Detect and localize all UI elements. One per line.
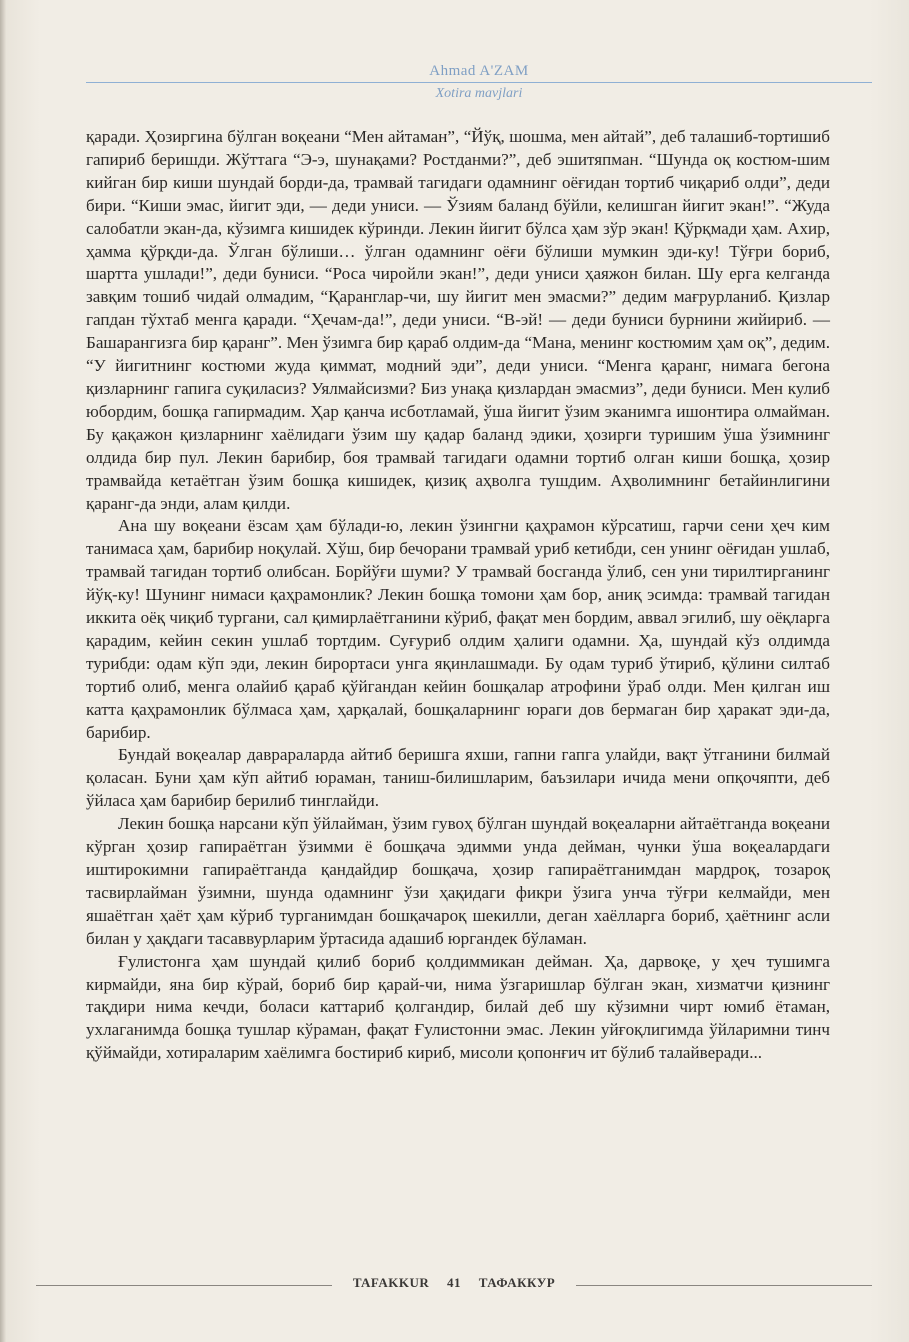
footer-labels	[332, 1275, 576, 1291]
footer-rule-left	[36, 1285, 332, 1286]
paragraph-2: Ана шу воқеани ёзсам ҳам бўлади-ю, лекин ўзингни қаҳрамон кўрсатиш, гарчи сени ҳеч ким танимаса ҳам, барибир ноқулай. Хўш, бир бечорани трамвай уриб кетибди, сен унинг оёғидан ушлаб, трамвай тагидан тортиб олибсан. Борйўғи шуми? У трамвай босганда ўлиб, сен уни тирилтирганинг йўқ-ку! Шунинг нимаси қаҳрамонлик? Лекин бошқа томони ҳам бор, аниқ эсимда: трамвай тагидан иккита оёқ чиқиб тургани, сал қимирлаётганини кўриб, фақат мен бордим, аввал эгилиб, шу оёқларга қарадим, кейин секин ушлаб тортдим. Суғуриб олдим ҳалиги одамни. Ҳа, шундай кўз олдимда турибди: одам кўп эди, лекин бирортаси унга яқинлашмади. Бу одам туриб ўтириб, қўлини силтаб тортиб олиб, менга олайиб қараб қўйгандан кейин бошқалар атрофини ўраб олди. Мен қилган иш катта қаҳрамонлик бўлмаса ҳам, ҳарқалай, бошқаларнинг юраги дов бермаган бир ҳаракат эди-да, барибир.	[86, 516, 830, 742]
header-rule	[86, 82, 872, 83]
paragraph-4: Лекин бошқа нарсани кўп ўйлайман, ўзим гувоҳ бўлган шундай воқеаларни айтаётганда воқеани кўрган ҳозир гапираётган ўзимми ё бошқача эдимми унда деймaн, чунки ўша воқеалардаги иштирокимни гапираётганда қандайдир бошқача, ҳозир гапираётганимдан мардроқ, тозароқ тасвирлайман ўзимни, шунда одамнинг ўзи ҳақидаги фикри ўзига унча тўғри келмайди, мен яшаётган ҳаёт ҳам кўриб турганимдан бошқачароқ шекилли, деган хаёлларга бориб, ҳаётнинг асли билан у ҳақдаги тасаввурларим ўртасида адашиб юргандек бўламан.	[86, 814, 830, 948]
page-number: 41	[447, 1275, 462, 1290]
header-author: Ahmad A'ZAM	[429, 63, 529, 79]
page-edge-shadow	[0, 0, 6, 1342]
header-series-title: Xotira mavjlari	[435, 86, 523, 101]
page-footer	[36, 1275, 872, 1295]
footer-magazine-latin: TAFAKKUR	[352, 1275, 430, 1290]
paragraph-3: Бундай воқеалар даврараларда айтиб беришга яхши, гапни гапга улайди, вақт ўтганини билмай қоласан. Буни ҳам кўп айтиб юраман, таниш-билишларим, баъзилари ичида мени опқочяпти, деб ўйласа ҳам барибир берилиб тинглайди.	[86, 745, 830, 811]
footer-rule-right	[576, 1285, 872, 1286]
paragraph-1: қаради. Ҳозиргина бўлган воқеани “Мен айтаман”, “Йўқ, шошма, мен айтай”, деб талашиб-тортишиб гапириб беришди. Жўттага “Э-э, шунақами? Ростданми?”, деб эшитяпман. “Шунда оқ костюм-шим кийган бир киши шундай борди-да, трамвай тагидаги одамнинг оёғидан тортиб чиқариб олди”, деди бири. “Киши эмас, йигит эди, — деди униси. — Ўзиям баланд бўйли, келишган йигит экан!”. “Жуда салобатли экан-да, кўзимга кишидек кўринди. Лекин йигит бўлса ҳам зўр экан! Қўрқмади ҳам. Ахир, ҳамма қўрқди-да. Ўлган бўлиши… ўлган одамнинг оёғи бўлиши мумкин эди-ку! Тўғри бориб, шартта ушлади!”, деди буниси. “Роса чиройли экан!”, деди униси ҳаяжон билан. Шу ерга келганда завқим тошиб чидай олмадим, “Қаранглар-чи, шу йигит мен эмасми?” дедим мағрурланиб. Қизлар гапдан тўхтаб менга қаради. “Ҳечам-да!”, деди униси. “В-эй! — деди буниси бурнини жийириб. — Башарангизга бир қаранг”. Мен ўзимга бир қараб олдим-да “Мана, менинг костюмим ҳам оқ”, дедим. “У йигитнинг костюми жуда қиммат, модний эди”, деди униси. “Менга қаранг, нимага бегона қизларнинг гапига суқиласиз? Уялмайсизми? Биз унақа қизлардан эмасмиз”, деди буниси. Мен кулиб юбордим, бошқа гапирмадим. Ҳар қанча исботламай, ўша йигит ўзим эканимга ишонтира олмайман. Бу қақажон қизларнинг хаёлидаги ўзим шу қадар баланд эдики, ҳозирги туришим ўша ўзимнинг олдида бир пул. Лекин барибир, боя трамвай тагидаги одамни тортиб олган киши бошқа, ҳозир трамвайда кетаётган ўзим бошқа кишидек, қизиқ аҳволга тушдим. Аҳволимнинг бетайинлигини қаранг-да энди, алам қилди.	[86, 127, 830, 513]
footer-magazine-cyrillic: ТАФАККУР	[478, 1275, 556, 1290]
running-header	[86, 62, 872, 102]
paragraph-5: Ғулистонга ҳам шундай қилиб бориб қолдиммикан деймaн. Ҳа, дарвоқе, у ҳеч тушимга кирмайди, яна бир кўрай, бориб бир қарай-чи, нима ўзгаришлар бўлган экан, хизматчи қизнинг тақдири нима кечди, боласи каттариб қолгандир, билай деб шу кўзимни чирт юмиб ётаман, ухлаганимда бошқа тушлар кўраман, фақат Ғулистонни эмас. Лекин уйғоқлигимда ўйларимни тинч қўймайди, хотираларим хаёлимга бостириб кириб, мисоли қопонғич ит бўлиб талайверади...	[86, 951, 830, 1063]
body-text	[86, 126, 830, 1065]
